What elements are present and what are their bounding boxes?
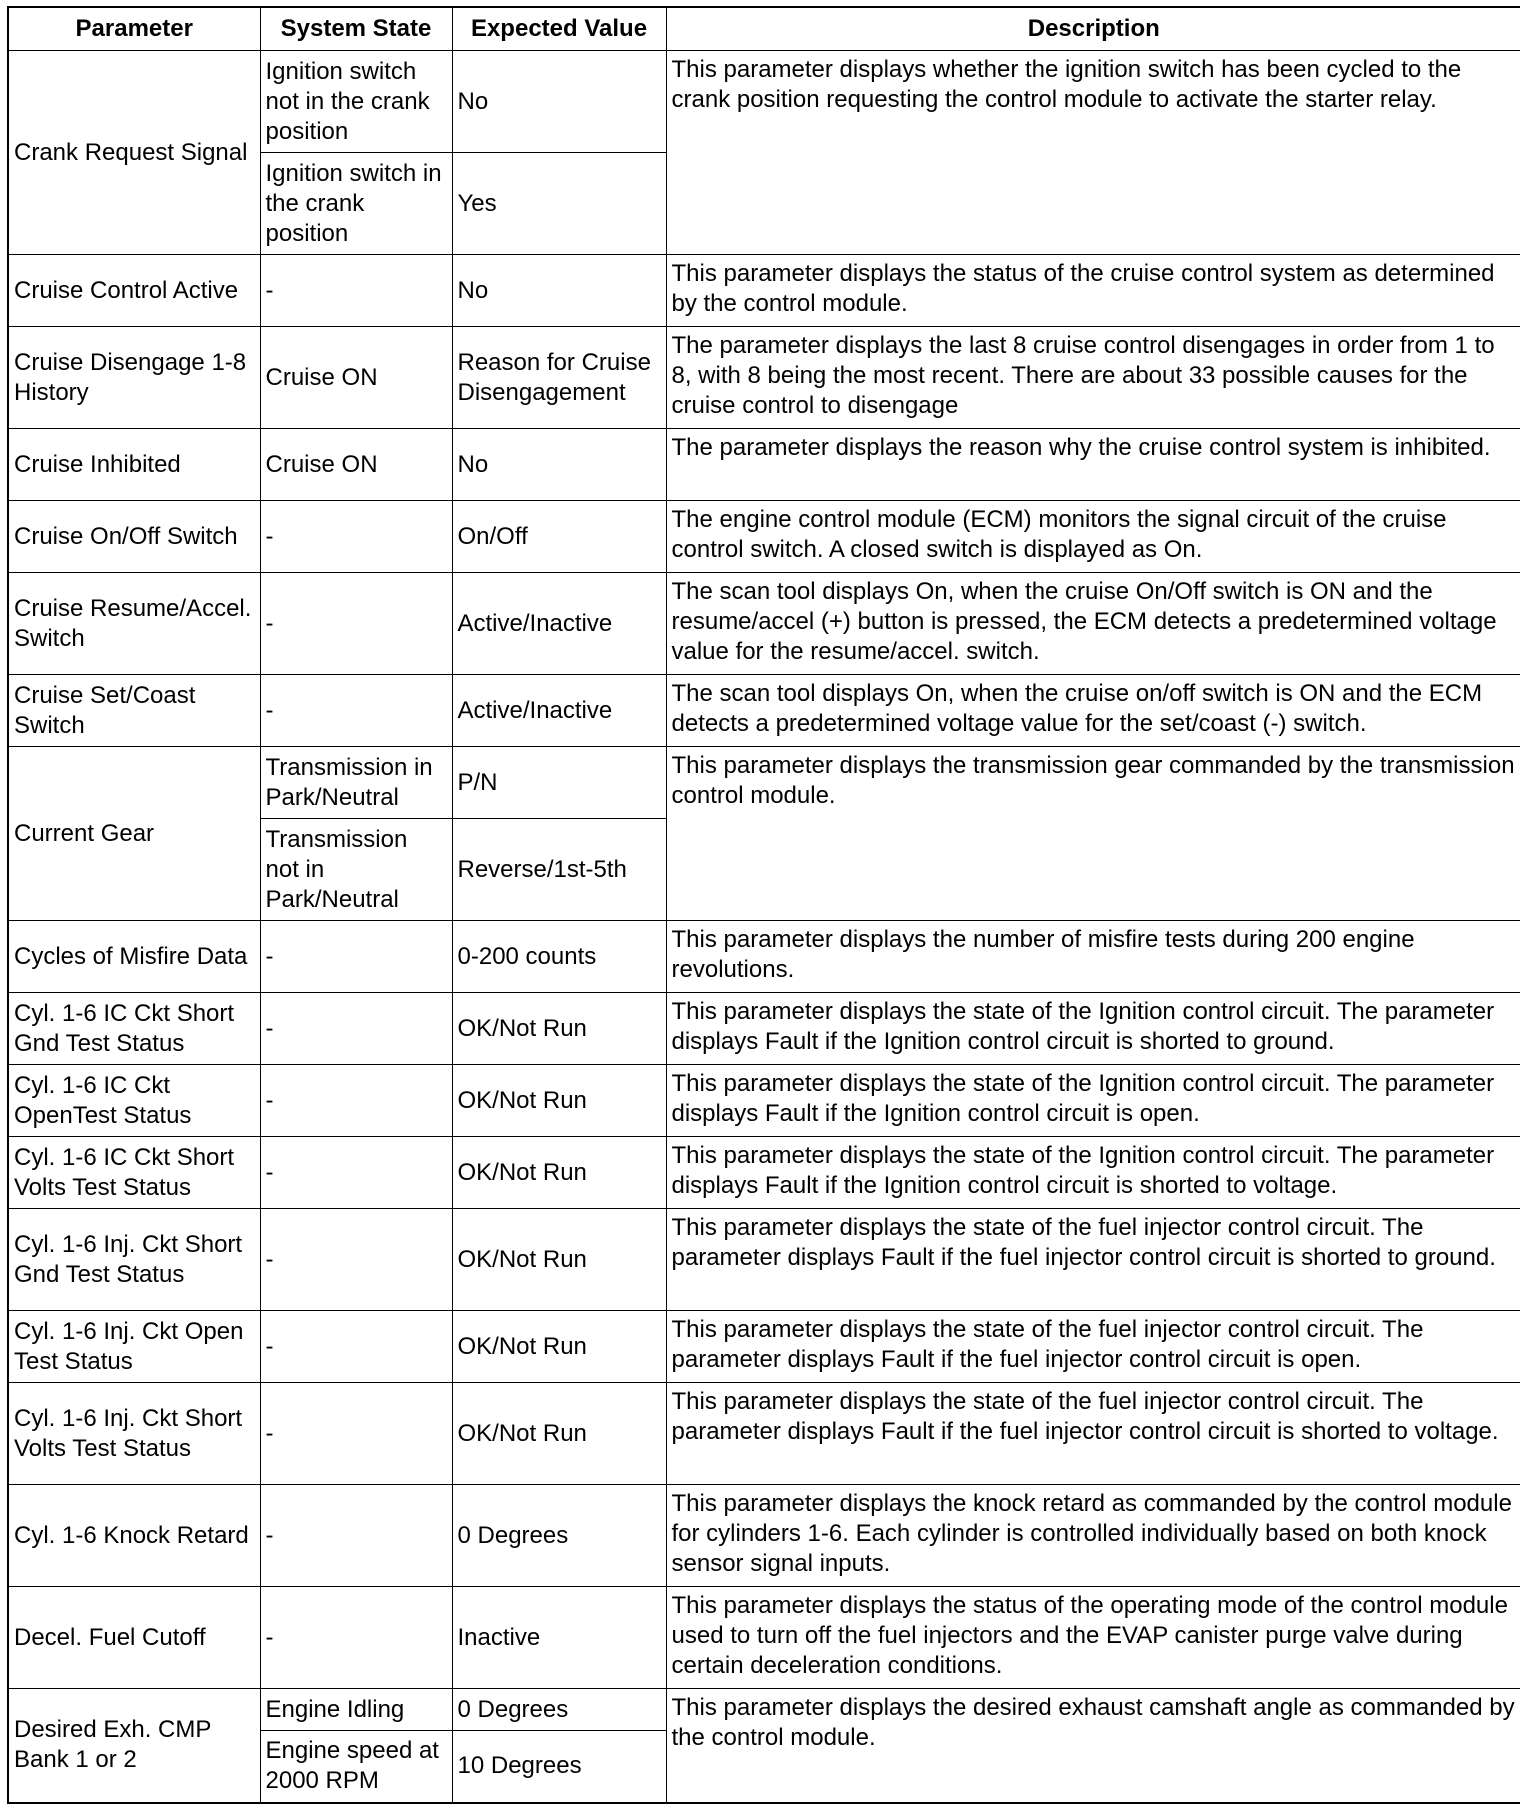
table-row [8, 501, 1520, 573]
state-cell: Ignition switch not in the crank position [260, 51, 452, 153]
param-cell: Cruise Resume/Accel. Switch [8, 573, 260, 675]
value-cell: OK/Not Run [452, 1065, 666, 1137]
state-cell: - [260, 573, 452, 675]
param-cell: Cyl. 1-6 Inj. Ckt Short Volts Test Status [8, 1383, 260, 1485]
value-cell: No [452, 429, 666, 501]
table-row [8, 1485, 1520, 1587]
table-row [8, 993, 1520, 1065]
state-cell: - [260, 255, 452, 327]
param-cell: Cruise Set/Coast Switch [8, 675, 260, 747]
param-cell: Cruise Inhibited [8, 429, 260, 501]
desc-cell: This parameter displays the state of the fuel injector control circuit. The parameter displays Fault if the fuel injector control circuit is open. [666, 1311, 1520, 1383]
value-cell: OK/Not Run [452, 1137, 666, 1209]
state-cell: - [260, 1587, 452, 1689]
state-cell: - [260, 1383, 452, 1485]
table-row [8, 747, 1520, 819]
value-cell: 0 Degrees [452, 1689, 666, 1731]
state-cell: - [260, 1311, 452, 1383]
value-cell: Reverse/1st-5th [452, 819, 666, 921]
table-row [8, 255, 1520, 327]
state-cell: Engine speed at 2000 RPM [260, 1731, 452, 1803]
value-cell: OK/Not Run [452, 1311, 666, 1383]
value-cell: Yes [452, 153, 666, 255]
value-cell: 10 Degrees [452, 1731, 666, 1803]
desc-cell: The parameter displays the last 8 cruise control disengages in order from 1 to 8, with 8 being the most recent. There are about 33 possible causes for the cruise control to disengage [666, 327, 1520, 429]
table-row [8, 51, 1520, 153]
value-cell: No [452, 51, 666, 153]
state-cell: Engine Idling [260, 1689, 452, 1731]
header-system-state: System State [260, 7, 452, 51]
table-row [8, 1065, 1520, 1137]
table-row [8, 675, 1520, 747]
desc-cell: This parameter displays the state of the Ignition control circuit. The parameter displays Fault if the Ignition control circuit is open. [666, 1065, 1520, 1137]
value-cell: OK/Not Run [452, 1383, 666, 1485]
desc-cell: This parameter displays the state of the Ignition control circuit. The parameter displays Fault if the Ignition control circuit is shorted to ground. [666, 993, 1520, 1065]
table-row [8, 429, 1520, 501]
param-cell: Cruise Control Active [8, 255, 260, 327]
value-cell: Reason for Cruise Disengagement [452, 327, 666, 429]
param-cell: Crank Request Signal [8, 51, 260, 255]
table-row [8, 1209, 1520, 1311]
value-cell: P/N [452, 747, 666, 819]
document-page [7, 6, 1520, 1804]
header-expected-value: Expected Value [452, 7, 666, 51]
value-cell: 0-200 counts [452, 921, 666, 993]
value-cell: Active/Inactive [452, 675, 666, 747]
header-parameter: Parameter [8, 7, 260, 51]
value-cell: OK/Not Run [452, 993, 666, 1065]
state-cell: - [260, 1485, 452, 1587]
value-cell: No [452, 255, 666, 327]
desc-cell: This parameter displays the desired exhaust camshaft angle as commanded by the control module. [666, 1689, 1520, 1803]
header-row [8, 7, 1520, 51]
desc-cell: The scan tool displays On, when the cruise on/off switch is ON and the ECM detects a predetermined voltage value for the set/coast (-) switch. [666, 675, 1520, 747]
param-cell: Cyl. 1-6 Inj. Ckt Short Gnd Test Status [8, 1209, 260, 1311]
state-cell: Cruise ON [260, 327, 452, 429]
param-cell: Cruise On/Off Switch [8, 501, 260, 573]
param-cell: Cyl. 1-6 Inj. Ckt Open Test Status [8, 1311, 260, 1383]
desc-cell: This parameter displays the state of the fuel injector control circuit. The parameter displays Fault if the fuel injector control circuit is shorted to voltage. [666, 1383, 1520, 1485]
param-cell: Cyl. 1-6 IC Ckt Short Volts Test Status [8, 1137, 260, 1209]
param-cell: Cyl. 1-6 Knock Retard [8, 1485, 260, 1587]
desc-cell: This parameter displays the state of the fuel injector control circuit. The parameter displays Fault if the fuel injector control circuit is shorted to ground. [666, 1209, 1520, 1311]
desc-cell: This parameter displays the transmission gear commanded by the transmission control module. [666, 747, 1520, 921]
desc-cell: This parameter displays the knock retard as commanded by the control module for cylinders 1-6. Each cylinder is controlled individually based on both knock sensor signal inputs. [666, 1485, 1520, 1587]
table-row [8, 1383, 1520, 1485]
table-row [8, 327, 1520, 429]
state-cell: - [260, 921, 452, 993]
value-cell: OK/Not Run [452, 1209, 666, 1311]
table-row [8, 1137, 1520, 1209]
desc-cell: The engine control module (ECM) monitors the signal circuit of the cruise control switch. A closed switch is displayed as On. [666, 501, 1520, 573]
desc-cell: This parameter displays the number of misfire tests during 200 engine revolutions. [666, 921, 1520, 993]
desc-cell: This parameter displays the status of the cruise control system as determined by the control module. [666, 255, 1520, 327]
header-description: Description [666, 7, 1520, 51]
desc-cell: This parameter displays whether the ignition switch has been cycled to the crank position requesting the control module to activate the starter relay. [666, 51, 1520, 255]
state-cell: - [260, 675, 452, 747]
param-cell: Cycles of Misfire Data [8, 921, 260, 993]
table-row [8, 1689, 1520, 1731]
table-row [8, 1311, 1520, 1383]
parameter-table [7, 6, 1520, 1804]
desc-cell: The parameter displays the reason why the cruise control system is inhibited. [666, 429, 1520, 501]
desc-cell: This parameter displays the status of the operating mode of the control module used to turn off the fuel injectors and the EVAP canister purge valve during certain deceleration conditions. [666, 1587, 1520, 1689]
param-cell: Cyl. 1-6 IC Ckt OpenTest Status [8, 1065, 260, 1137]
value-cell: Inactive [452, 1587, 666, 1689]
param-cell: Current Gear [8, 747, 260, 921]
value-cell: Active/Inactive [452, 573, 666, 675]
state-cell: - [260, 1137, 452, 1209]
table-row [8, 1587, 1520, 1689]
state-cell: Cruise ON [260, 429, 452, 501]
param-cell: Desired Exh. CMP Bank 1 or 2 [8, 1689, 260, 1803]
state-cell: - [260, 501, 452, 573]
state-cell: Transmission in Park/Neutral [260, 747, 452, 819]
table-row [8, 921, 1520, 993]
desc-cell: This parameter displays the state of the Ignition control circuit. The parameter displays Fault if the Ignition control circuit is shorted to voltage. [666, 1137, 1520, 1209]
param-cell: Cruise Disengage 1-8 History [8, 327, 260, 429]
desc-cell: The scan tool displays On, when the cruise On/Off switch is ON and the resume/accel (+) button is pressed, the ECM detects a predetermined voltage value for the resume/accel. switch. [666, 573, 1520, 675]
state-cell: - [260, 1209, 452, 1311]
state-cell: - [260, 1065, 452, 1137]
state-cell: - [260, 993, 452, 1065]
table-row [8, 573, 1520, 675]
state-cell: Ignition switch in the crank position [260, 153, 452, 255]
value-cell: On/Off [452, 501, 666, 573]
param-cell: Cyl. 1-6 IC Ckt Short Gnd Test Status [8, 993, 260, 1065]
param-cell: Decel. Fuel Cutoff [8, 1587, 260, 1689]
value-cell: 0 Degrees [452, 1485, 666, 1587]
state-cell: Transmission not in Park/Neutral [260, 819, 452, 921]
